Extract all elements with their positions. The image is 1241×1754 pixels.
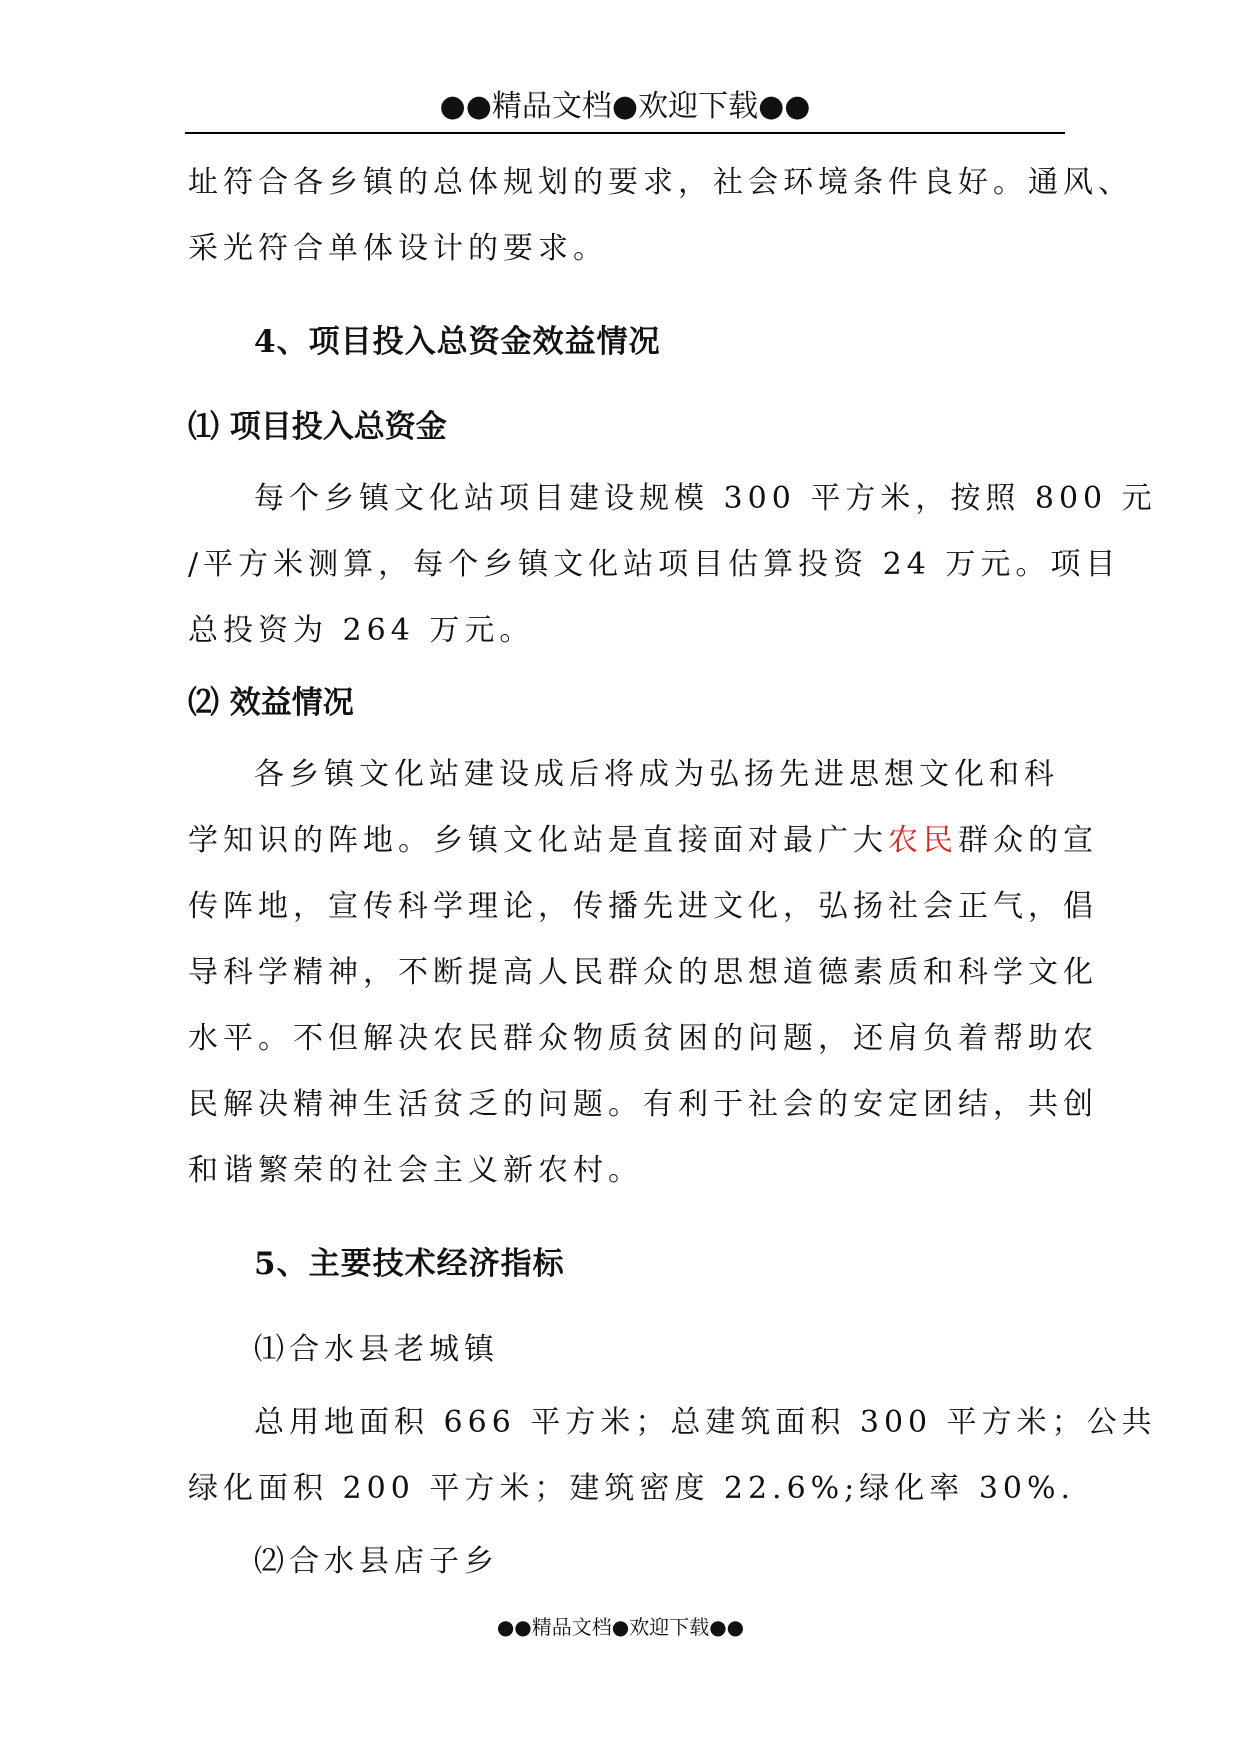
subsection-heading: ⑵ 效益情况 [188,685,354,721]
paragraph-line: 各乡镇文化站建设成后将成为弘扬先进思想文化和科 [254,757,1059,792]
paragraph-line: /平方米测算，每个乡镇文化站项目估算投资 24 万元。项目 [188,547,1121,582]
paragraph-line: 采光符合单体设计的要求。 [188,231,608,266]
item-heading: ⑵合水县店子乡 [254,1544,499,1579]
text-segment: 群众的宣 [958,823,1098,858]
subsection-heading: ⑴ 项目投入总资金 [188,409,447,445]
highlighted-text: 农民 [888,823,958,858]
paragraph-line: 址符合各乡镇的总体规划的要求，社会环境条件良好。通风、 [188,165,1133,200]
paragraph-line [188,808,1098,874]
paragraph-line: 民解决精神生活贫乏的问题。有利于社会的安定团结，共创 [188,1087,1098,1122]
paragraph-line: 绿化面积 200 平方米；建筑密度 22.6%;绿化率 30%. [188,1471,1076,1506]
paragraph-line: 导科学精神，不断提高人民群众的思想道德素质和科学文化 [188,955,1098,990]
paragraph-line: 总投资为 264 万元。 [188,613,535,648]
section-heading: 4、项目投入总资金效益情况 [254,324,661,360]
paragraph-line: 和谐繁荣的社会主义新农村。 [188,1153,643,1188]
paragraph-line: 总用地面积 666 平方米；总建筑面积 300 平方米；公共 [254,1405,1157,1440]
text-segment: 学知识的阵地。乡镇文化站是直接面对最广大 [188,823,888,858]
section-heading: 5、主要技术经济指标 [254,1246,565,1282]
paragraph-line: 传阵地，宣传科学理论，传播先进文化，弘扬社会正气，倡 [188,889,1098,924]
page-footer: ●●精品文档●欢迎下载●● [496,1615,745,1639]
paragraph-line: 每个乡镇文化站项目建设规模 300 平方米，按照 800 元 [254,481,1157,516]
paragraph-line: 水平。不但解决农民群众物质贫困的问题，还肩负着帮助农 [188,1021,1098,1056]
document-body [188,150,1157,1602]
page-header: ●●精品文档●欢迎下载●● [185,82,1065,134]
item-heading: ⑴合水县老城镇 [254,1332,499,1367]
